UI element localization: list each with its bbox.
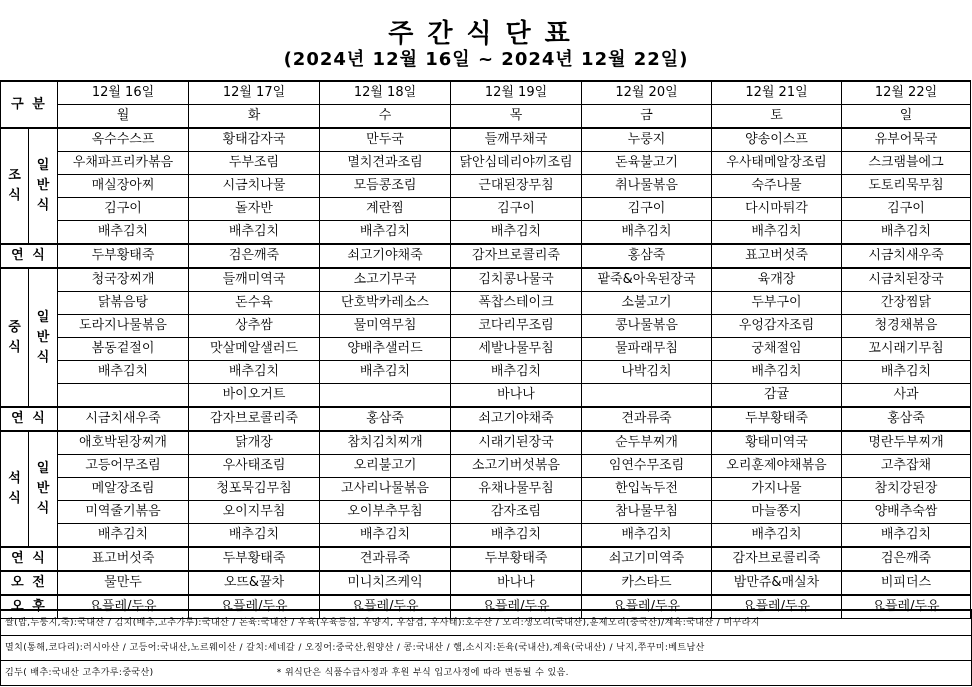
menu-item: 참치김치찌개	[320, 431, 451, 455]
menu-item	[582, 384, 712, 408]
menu-item: 배추김치	[582, 221, 712, 245]
date-header: 12월 17일	[189, 81, 320, 105]
table-row	[1, 198, 971, 221]
table-row	[1, 175, 971, 198]
menu-item: 양배추숙쌈	[842, 501, 971, 524]
menu-item: 누룽지	[582, 128, 712, 152]
menu-item: 카스타드	[582, 571, 712, 595]
menu-item: 애호박된장찌개	[58, 431, 189, 455]
menu-item: 상추쌈	[189, 315, 320, 338]
menu-item: 배추김치	[189, 221, 320, 245]
menu-item: 배추김치	[320, 221, 451, 245]
table-row	[1, 152, 971, 175]
kimchi-origin-note: 김두( 배추:국내산 고추가루:중국산)	[5, 668, 154, 678]
table-row	[1, 501, 971, 524]
table-row	[1, 455, 971, 478]
menu-item: 유채나물무침	[451, 478, 582, 501]
menu-item: 배추김치	[189, 361, 320, 384]
menu-item: 만두국	[320, 128, 451, 152]
menu-item: 요플레/두유	[842, 595, 971, 619]
menu-item: 청국장찌개	[58, 268, 189, 292]
menu-item: 요플레/두유	[451, 595, 582, 619]
table-row	[1, 547, 971, 571]
table-row	[1, 128, 971, 152]
menu-item: 바나나	[451, 571, 582, 595]
table-row	[1, 268, 971, 292]
menu-item: 배추김치	[451, 221, 582, 245]
menu-item	[58, 384, 189, 408]
menu-item: 황태감자국	[189, 128, 320, 152]
menu-item: 감자브로콜리죽	[712, 547, 842, 571]
menu-item: 양배추샐러드	[320, 338, 451, 361]
table-row	[1, 315, 971, 338]
menu-item: 소불고기	[582, 292, 712, 315]
menu-item: 오리훈제야채볶음	[712, 455, 842, 478]
menu-item: 고등어무조림	[58, 455, 189, 478]
menu-item: 간장찜닭	[842, 292, 971, 315]
date-header: 12월 22일	[842, 81, 971, 105]
lunch-label: 중 식	[1, 268, 29, 407]
table-row	[1, 361, 971, 384]
table-row	[1, 524, 971, 548]
menu-item: 돈육불고기	[582, 152, 712, 175]
menu-item: 표고버섯죽	[712, 244, 842, 268]
menu-item: 시금치새우죽	[842, 244, 971, 268]
date-header: 12월 20일	[582, 81, 712, 105]
menu-item: 메알장조림	[58, 478, 189, 501]
menu-item: 검은깨죽	[842, 547, 971, 571]
table-row	[1, 221, 971, 245]
table-row	[1, 571, 971, 595]
menu-item: 돈수육	[189, 292, 320, 315]
table-row	[1, 292, 971, 315]
menu-item: 배추김치	[451, 524, 582, 548]
menu-item: 시래기된장국	[451, 431, 582, 455]
menu-item	[320, 384, 451, 408]
menu-item: 배추김치	[842, 221, 971, 245]
menu-item: 오이부추무침	[320, 501, 451, 524]
menu-item: 육개장	[712, 268, 842, 292]
menu-item: 꼬시래기무침	[842, 338, 971, 361]
menu-item: 쇠고기야채죽	[451, 407, 582, 431]
menu-item: 돌자반	[189, 198, 320, 221]
menu-item: 쇠고기야채죽	[320, 244, 451, 268]
menu-item: 오뜨&꿀차	[189, 571, 320, 595]
weekday-header: 금	[582, 105, 712, 129]
menu-item: 폭찹스테이크	[451, 292, 582, 315]
menu-item: 요플레/두유	[712, 595, 842, 619]
menu-item: 표고버섯죽	[58, 547, 189, 571]
menu-item: 요플레/두유	[189, 595, 320, 619]
page-title: 주간식단표	[388, 19, 584, 49]
menu-item: 배추김치	[58, 221, 189, 245]
menu-item: 배추김치	[451, 361, 582, 384]
origin-note-1: 쌀(밥,누룽지,죽):국내산 / 김치(배추,고추가루):국내산 / 돈육:국내산 / 우육(우육등심, 우양지, 우삼겹, 우사태):호주산 / 오리:생오리(국내산),훈제오리(중국산)/계육:국내산 / 미꾸라지	[1, 611, 971, 636]
menu-item: 밤만쥬&매실차	[712, 571, 842, 595]
menu-item: 견과류죽	[320, 547, 451, 571]
menu-item: 견과류죽	[582, 407, 712, 431]
menu-item: 임연수무조림	[582, 455, 712, 478]
menu-item: 숙주나물	[712, 175, 842, 198]
menu-item: 홍삼죽	[842, 407, 971, 431]
menu-item: 두부황태죽	[58, 244, 189, 268]
menu-item: 요플레/두유	[58, 595, 189, 619]
menu-item: 모듬콩조림	[320, 175, 451, 198]
menu-item: 봄동겉절이	[58, 338, 189, 361]
menu-item: 배추김치	[712, 361, 842, 384]
menu-item: 마늘쫑지	[712, 501, 842, 524]
menu-item: 두부황태죽	[189, 547, 320, 571]
table-row	[1, 338, 971, 361]
breakfast-label: 조 식	[1, 128, 29, 244]
menu-item: 멸치견과조림	[320, 152, 451, 175]
menu-item: 맛살메알샐러드	[189, 338, 320, 361]
menu-item: 두부황태죽	[451, 547, 582, 571]
weekday-header: 일	[842, 105, 971, 129]
menu-item: 오리불고기	[320, 455, 451, 478]
menu-item: 감자브로콜리죽	[451, 244, 582, 268]
menu-item: 배추김치	[320, 524, 451, 548]
menu-item: 김구이	[842, 198, 971, 221]
menu-item: 물만두	[58, 571, 189, 595]
menu-item: 사과	[842, 384, 971, 408]
menu-item: 코다리무조림	[451, 315, 582, 338]
menu-item: 근대된장무침	[451, 175, 582, 198]
notes-box	[0, 609, 972, 686]
menu-item: 비피더스	[842, 571, 971, 595]
menu-item: 시금치새우죽	[58, 407, 189, 431]
menu-item: 미니치즈케익	[320, 571, 451, 595]
menu-item: 가지나물	[712, 478, 842, 501]
menu-item: 우엉감자조림	[712, 315, 842, 338]
category-header: 구 분	[1, 81, 58, 128]
menu-item: 도토리묵무침	[842, 175, 971, 198]
menu-item: 취나물볶음	[582, 175, 712, 198]
menu-item: 세발나물무침	[451, 338, 582, 361]
menu-item: 김구이	[58, 198, 189, 221]
menu-item: 물미역무침	[320, 315, 451, 338]
menu-item: 청포묵김무침	[189, 478, 320, 501]
weekday-header: 월	[58, 105, 189, 129]
menu-item: 배추김치	[320, 361, 451, 384]
menu-item: 황태미역국	[712, 431, 842, 455]
menu-item: 콩나물볶음	[582, 315, 712, 338]
menu-item: 배추김치	[842, 524, 971, 548]
menu-item: 바나나	[451, 384, 582, 408]
menu-item: 홍삼죽	[582, 244, 712, 268]
weekday-header: 화	[189, 105, 320, 129]
menu-item: 매실장아찌	[58, 175, 189, 198]
menu-item: 물파래무침	[582, 338, 712, 361]
menu-item: 한입녹두전	[582, 478, 712, 501]
menu-item: 들깨무채국	[451, 128, 582, 152]
menu-item: 도라지나물볶음	[58, 315, 189, 338]
menu-item: 두부조림	[189, 152, 320, 175]
menu-item: 단호박카레소스	[320, 292, 451, 315]
menu-item: 검은깨죽	[189, 244, 320, 268]
dinner-label: 석 식	[1, 431, 29, 547]
menu-item: 배추김치	[712, 221, 842, 245]
table-row	[1, 81, 971, 105]
menu-item: 다시마튀각	[712, 198, 842, 221]
menu-item: 쇠고기미역죽	[582, 547, 712, 571]
menu-item: 닭개장	[189, 431, 320, 455]
menu-item: 감자브로콜리죽	[189, 407, 320, 431]
menu-item: 계란찜	[320, 198, 451, 221]
porridge3-label: 연 식	[1, 547, 58, 571]
menu-item: 들깨미역국	[189, 268, 320, 292]
menu-item: 배추김치	[189, 524, 320, 548]
date-header: 12월 19일	[451, 81, 582, 105]
weekday-header: 토	[712, 105, 842, 129]
menu-item: 시금치나물	[189, 175, 320, 198]
origin-note-2: 멸치(통해,코다리):러시아산 / 고등어:국내산,노르웨이산 / 갈치:세네갈 / 오징어:중국산,원양산 / 콩:국내산 / 햄,소시지:돈육(국내산),계육(국내산) / 낙지,쭈꾸미:베트남산	[1, 636, 971, 661]
menu-item: 배추김치	[842, 361, 971, 384]
menu-item: 감귤	[712, 384, 842, 408]
porridge2-label: 연 식	[1, 407, 58, 431]
table-row	[1, 105, 971, 129]
table-row	[1, 244, 971, 268]
menu-item: 우채파프리카볶음	[58, 152, 189, 175]
menu-item: 닭볶음탕	[58, 292, 189, 315]
menu-item: 시금치된장국	[842, 268, 971, 292]
table-row	[1, 478, 971, 501]
menu-item: 팥죽&아욱된장국	[582, 268, 712, 292]
date-header: 12월 18일	[320, 81, 451, 105]
menu-item: 고추잡채	[842, 455, 971, 478]
menu-item: 닭안심데리야끼조림	[451, 152, 582, 175]
menu-item: 우사태메알장조림	[712, 152, 842, 175]
origin-note-3	[1, 661, 971, 685]
menu-item: 소고기무국	[320, 268, 451, 292]
menu-item: 유부어묵국	[842, 128, 971, 152]
menu-item: 요플레/두유	[320, 595, 451, 619]
date-header: 12월 16일	[58, 81, 189, 105]
menu-item: 감자조림	[451, 501, 582, 524]
table-row	[1, 407, 971, 431]
menu-item: 요플레/두유	[582, 595, 712, 619]
menu-item: 청경채볶음	[842, 315, 971, 338]
menu-item: 홍삼죽	[320, 407, 451, 431]
menu-item: 김구이	[451, 198, 582, 221]
menu-item: 김치콩나물국	[451, 268, 582, 292]
menu-item: 두부구이	[712, 292, 842, 315]
weekday-header: 수	[320, 105, 451, 129]
menu-item: 배추김치	[58, 361, 189, 384]
menu-item: 배추김치	[58, 524, 189, 548]
menu-item: 옥수수스프	[58, 128, 189, 152]
menu-item: 바이오거트	[189, 384, 320, 408]
lunch-general-label: 일 반 식	[29, 268, 58, 407]
menu-item: 나박김치	[582, 361, 712, 384]
dinner-general-label: 일 반 식	[29, 431, 58, 547]
menu-item: 김구이	[582, 198, 712, 221]
menu-item: 고사리나물볶음	[320, 478, 451, 501]
menu-item: 참나물무침	[582, 501, 712, 524]
menu-item: 명란두부찌개	[842, 431, 971, 455]
menu-item: 오이지무침	[189, 501, 320, 524]
menu-item: 양송이스프	[712, 128, 842, 152]
am_snack-label: 오 전	[1, 571, 58, 595]
menu-item: 스크램블에그	[842, 152, 971, 175]
menu-item: 참치강된장	[842, 478, 971, 501]
pm_snack-label: 오 후	[1, 595, 58, 619]
menu-item: 우사태조림	[189, 455, 320, 478]
table-row	[1, 431, 971, 455]
menu-item: 궁채절임	[712, 338, 842, 361]
date-range: (2024년 12월 16일 ~ 2024년 12월 22일)	[283, 49, 689, 70]
date-header: 12월 21일	[712, 81, 842, 105]
menu-item: 소고기버섯볶음	[451, 455, 582, 478]
menu-item: 배추김치	[582, 524, 712, 548]
weekday-header: 목	[451, 105, 582, 129]
menu-item: 미역줄기볶음	[58, 501, 189, 524]
menu-item: 순두부찌개	[582, 431, 712, 455]
breakfast-general-label: 일 반 식	[29, 128, 58, 244]
change-disclaimer: * 위식단은 식품수급사정과 후원 부식 입고사정에 따라 변동될 수 있음.	[276, 668, 569, 678]
menu-item: 두부황태죽	[712, 407, 842, 431]
table-row	[1, 384, 971, 408]
menu-item: 배추김치	[712, 524, 842, 548]
porridge1-label: 연 식	[1, 244, 58, 268]
weekly-menu-table	[0, 80, 971, 619]
